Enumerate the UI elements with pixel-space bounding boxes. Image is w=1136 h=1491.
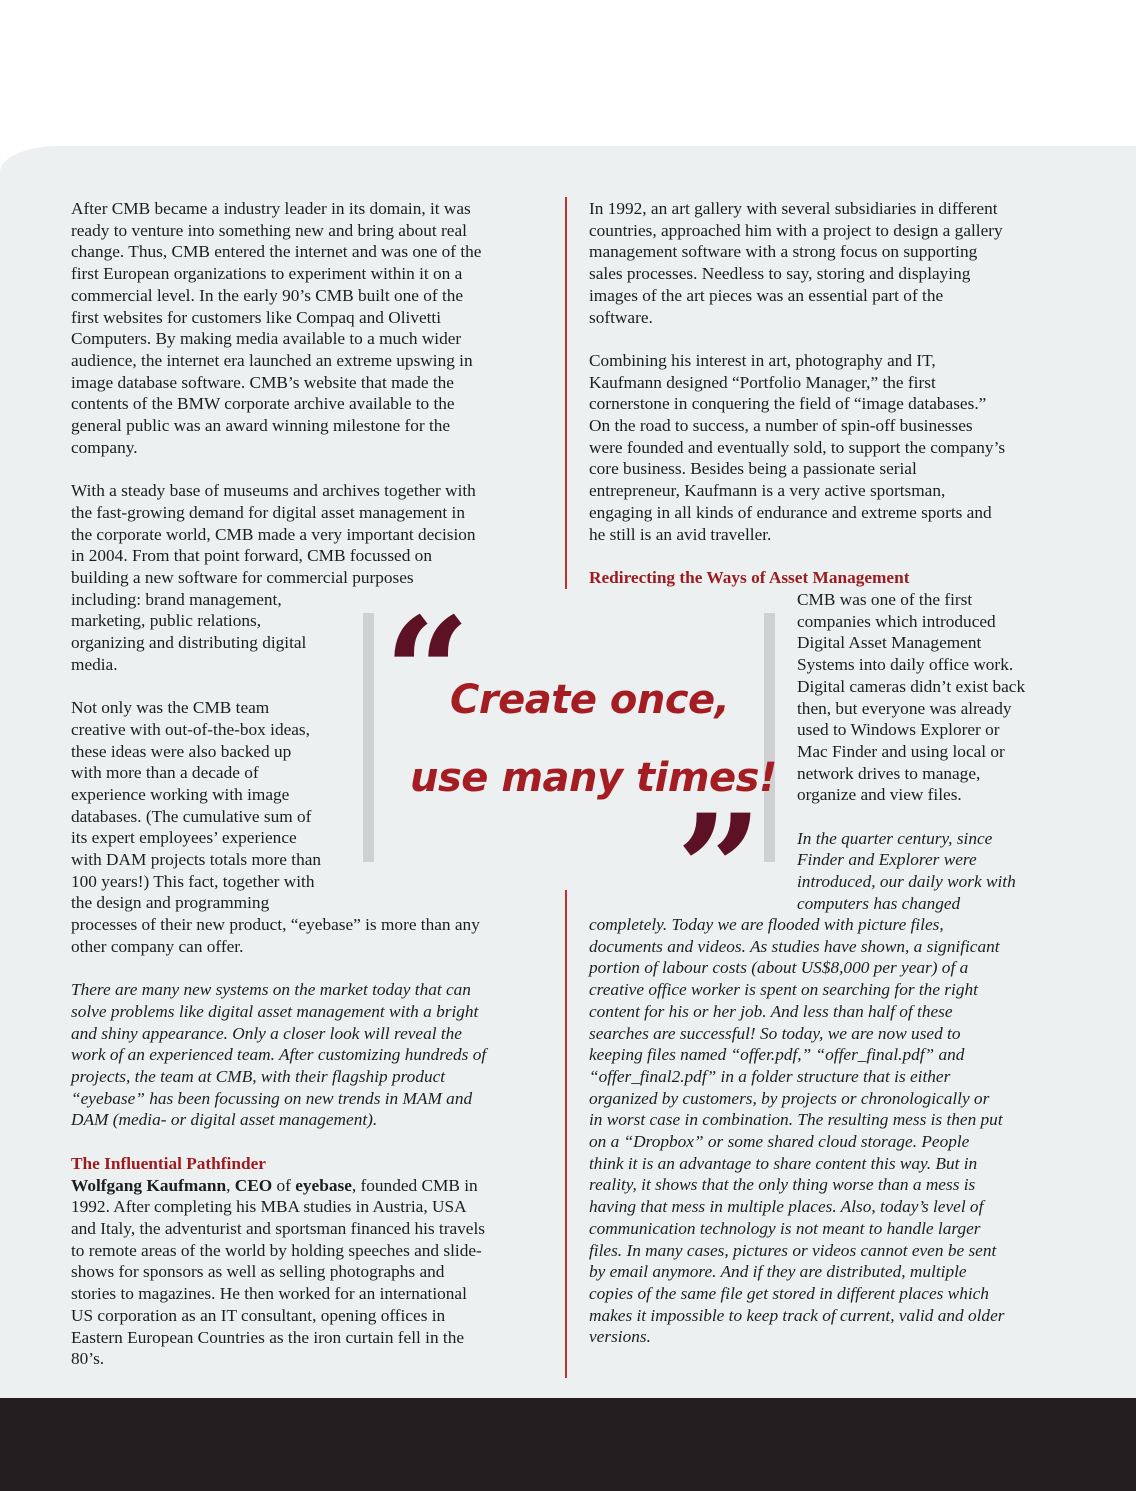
text-line: keeping files named “offer.pdf,” “offer_final.pdf” and: [589, 1045, 965, 1065]
text-line: building a new software for commercial purposes: [71, 567, 414, 587]
text-line: were founded and eventually sold, to support the company’s: [589, 437, 1006, 457]
right-column-upper: [589, 198, 1079, 589]
text-line: solve problems like digital asset management with a bright: [71, 1001, 479, 1021]
text-line: projects, the team at CMB, with their flagship product: [71, 1067, 446, 1087]
text-line: content for his or her job. And less than half of these: [589, 1001, 953, 1021]
text-line: Kaufmann designed “Portfolio Manager,” the first: [589, 372, 936, 392]
open-quote-icon: “: [384, 585, 471, 761]
text-line: 1992. After completing his MBA studies in Austria, USA: [71, 1197, 467, 1217]
text-line: “offer_final2.pdf” in a folder structure that is either: [589, 1066, 951, 1086]
footer-bar: [0, 1398, 1136, 1491]
person-name: Wolfgang Kaufmann: [71, 1175, 227, 1195]
text-line: management software with a strong focus on supporting: [589, 242, 978, 262]
text-fragment: ,: [226, 1175, 235, 1195]
text-line: ready to venture into something new and bring about real: [71, 220, 467, 240]
text-line: organize and view files.: [797, 785, 962, 805]
text-line: its expert employees’ experience: [71, 828, 297, 848]
text-line: in 2004. From that point forward, CMB focussed on: [71, 546, 432, 566]
text-line: On the road to success, a number of spin-off businesses: [589, 416, 973, 436]
pullquote-bar-right: [764, 613, 775, 862]
text-line: shows for sponsors as well as selling photographs and: [71, 1262, 445, 1282]
text-line: think it is an advantage to share content this way. But in: [589, 1153, 978, 1173]
right-paragraph-3: [797, 589, 1079, 806]
right-column-narrow: [797, 589, 1079, 915]
text-line: [71, 1175, 551, 1197]
text-line: experience working with image: [71, 784, 290, 804]
pullquote-line-2: use many times!: [410, 755, 777, 801]
text-line: marketing, public relations,: [71, 611, 262, 631]
text-line: general public was an award winning milestone for the: [71, 416, 451, 436]
text-line: In 1992, an art gallery with several subsidiaries in different: [589, 199, 998, 218]
text-line: With a steady base of museums and archives together with: [71, 481, 476, 501]
text-line: In the quarter century, since: [797, 828, 993, 848]
text-line: companies which introduced: [797, 611, 996, 631]
text-line: countries, approached him with a project to design a gallery: [589, 220, 1003, 240]
text-line: computers has changed: [797, 893, 961, 913]
left-paragraph-5: [71, 1175, 551, 1370]
text-line: DAM (media- or digital asset management).: [71, 1110, 378, 1130]
left-paragraph-1: [71, 198, 551, 458]
text-line: to remote areas of the world by holding speeches and slide-: [71, 1240, 482, 1260]
text-line: software.: [589, 307, 653, 327]
text-line: company.: [71, 437, 138, 457]
text-line: by email anymore. And if they are distributed, multiple: [589, 1262, 967, 1282]
right-paragraph-4-start: [797, 828, 1079, 915]
right-paragraph-2: [589, 350, 1079, 545]
text-line: 100 years!) This fact, together with: [71, 871, 315, 891]
text-line: Systems into daily office work.: [797, 655, 1014, 675]
section-heading-pathfinder: The Influential Pathfinder: [71, 1153, 266, 1173]
text-line: Digital cameras didn’t exist back: [797, 676, 1026, 696]
text-line: introduced, our daily work with: [797, 872, 1016, 892]
text-fragment: , founded CMB in: [351, 1175, 478, 1195]
text-line: first websites for customers like Compaq and Olivetti: [71, 307, 442, 327]
left-paragraph-2: [71, 480, 551, 675]
text-line: on a “Dropbox” or some shared cloud storage. People: [589, 1132, 970, 1152]
text-line: Digital Asset Management: [797, 633, 982, 653]
text-line: including: brand management,: [71, 589, 282, 609]
text-line: core business. Besides being a passionate serial: [589, 459, 917, 479]
text-line: used to Windows Explorer or: [797, 720, 1000, 740]
product-name: eyebase: [295, 1175, 352, 1195]
text-line: and shiny appearance. Only a closer look will reveal the: [71, 1023, 462, 1043]
right-paragraph-1: [589, 198, 1079, 328]
text-line: sales processes. Needless to say, storing and displaying: [589, 264, 971, 284]
right-column-lower: [589, 914, 1079, 1348]
text-line: 80’s.: [71, 1349, 105, 1369]
text-line: CMB was one of the first: [797, 590, 973, 609]
text-line: having that mess in multiple places. Also, today’s level of: [589, 1197, 984, 1217]
text-line: makes it impossible to keep track of current, valid and older: [589, 1305, 1005, 1325]
text-line: then, but everyone was already: [797, 698, 1012, 718]
text-line: images of the art pieces was an essential part of the: [589, 285, 944, 305]
text-line: engaging in all kinds of endurance and extreme sports and: [589, 502, 992, 522]
text-line: Eastern European Countries as the iron curtain fell in the: [71, 1327, 465, 1347]
text-line: the fast-growing demand for digital asset management in: [71, 502, 465, 522]
text-line: these ideas were also backed up: [71, 741, 292, 761]
text-line: media.: [71, 654, 118, 674]
text-line: cornerstone in conquering the field of “image databases.”: [589, 394, 987, 414]
text-line: organized by customers, by projects or chronologically or: [589, 1088, 990, 1108]
text-line: entrepreneur, Kaufmann is a very active sportsman,: [589, 481, 946, 501]
text-line: audience, the internet era launched an extreme upswing in: [71, 350, 473, 370]
text-line: Not only was the CMB team: [71, 698, 270, 718]
text-line: Combining his interest in art, photography and IT,: [589, 350, 936, 370]
text-line: stories to magazines. He then worked for an international: [71, 1284, 467, 1304]
text-line: contents of the BMW corporate archive available to the: [71, 394, 455, 414]
text-line: network drives to manage,: [797, 763, 981, 783]
text-line: documents and videos. As studies have shown, a significant: [589, 936, 1000, 956]
column-divider-bottom: [565, 890, 567, 1378]
text-line: portion of labour costs (about US$8,000 per year) of a: [589, 958, 969, 978]
text-line: files. In many cases, pictures or videos cannot even be sent: [589, 1240, 997, 1260]
left-paragraph-4: [71, 979, 551, 1131]
text-line: organizing and distributing digital: [71, 633, 307, 653]
text-line: completely. Today we are flooded with picture files,: [589, 915, 944, 934]
text-line: work of an experienced team. After customizing hundreds of: [71, 1045, 487, 1065]
text-line: creative office worker is spent on searching for the right: [589, 980, 978, 1000]
pullquote-line-1: Create once,: [450, 677, 730, 723]
text-fragment: of: [272, 1175, 296, 1195]
text-line: searches are successful! So today, we are now used to: [589, 1023, 961, 1043]
section-heading-redirecting: Redirecting the Ways of Asset Management: [589, 567, 910, 587]
text-line: processes of their new product, “eyebase” is more than any: [71, 915, 480, 935]
text-line: with DAM projects totals more than: [71, 850, 322, 870]
top-blank-area: [0, 0, 1136, 146]
close-quote-icon: ”: [676, 782, 763, 958]
text-line: with more than a decade of: [71, 763, 259, 783]
text-line: Computers. By making media available to a much wider: [71, 329, 462, 349]
text-line: databases. (The cumulative sum of: [71, 806, 312, 826]
text-line: first European organizations to experiment within it on a: [71, 264, 463, 284]
text-line: versions.: [589, 1327, 651, 1347]
text-line: copies of the same file get stored in different places which: [589, 1283, 989, 1303]
text-line: creative with out-of-the-box ideas,: [71, 719, 310, 739]
text-line: US corporation as an IT consultant, opening offices in: [71, 1305, 446, 1325]
text-line: change. Thus, CMB entered the internet and was one of the: [71, 242, 482, 262]
text-line: communication technology is not meant to handle larger: [589, 1218, 981, 1238]
text-line: in worst case in combination. The resulting mess is then put: [589, 1110, 1003, 1130]
left-paragraph-3: [71, 697, 551, 957]
text-line: other company can offer.: [71, 936, 244, 956]
job-title: CEO: [234, 1175, 273, 1195]
column-divider-top: [565, 197, 567, 589]
text-line: Mac Finder and using local or: [797, 741, 1005, 761]
text-line: After CMB became a industry leader in its domain, it was: [71, 199, 471, 218]
text-line: reality, it shows that the only thing worse than a mess is: [589, 1175, 976, 1195]
text-line: the corporate world, CMB made a very important decision: [71, 524, 476, 544]
text-line: he still is an avid traveller.: [589, 524, 772, 544]
text-line: image database software. CMB’s website that made the: [71, 372, 454, 392]
text-line: Finder and Explorer were: [797, 850, 977, 870]
text-line: commercial level. In the early 90’s CMB built one of the: [71, 285, 464, 305]
text-line: the design and programming: [71, 893, 270, 913]
text-line: and Italy, the adventurist and sportsman financed his travels: [71, 1218, 485, 1238]
text-line: There are many new systems on the market today that can: [71, 980, 471, 1000]
text-line: “eyebase” has been focussing on new trends in MAM and: [71, 1088, 473, 1108]
